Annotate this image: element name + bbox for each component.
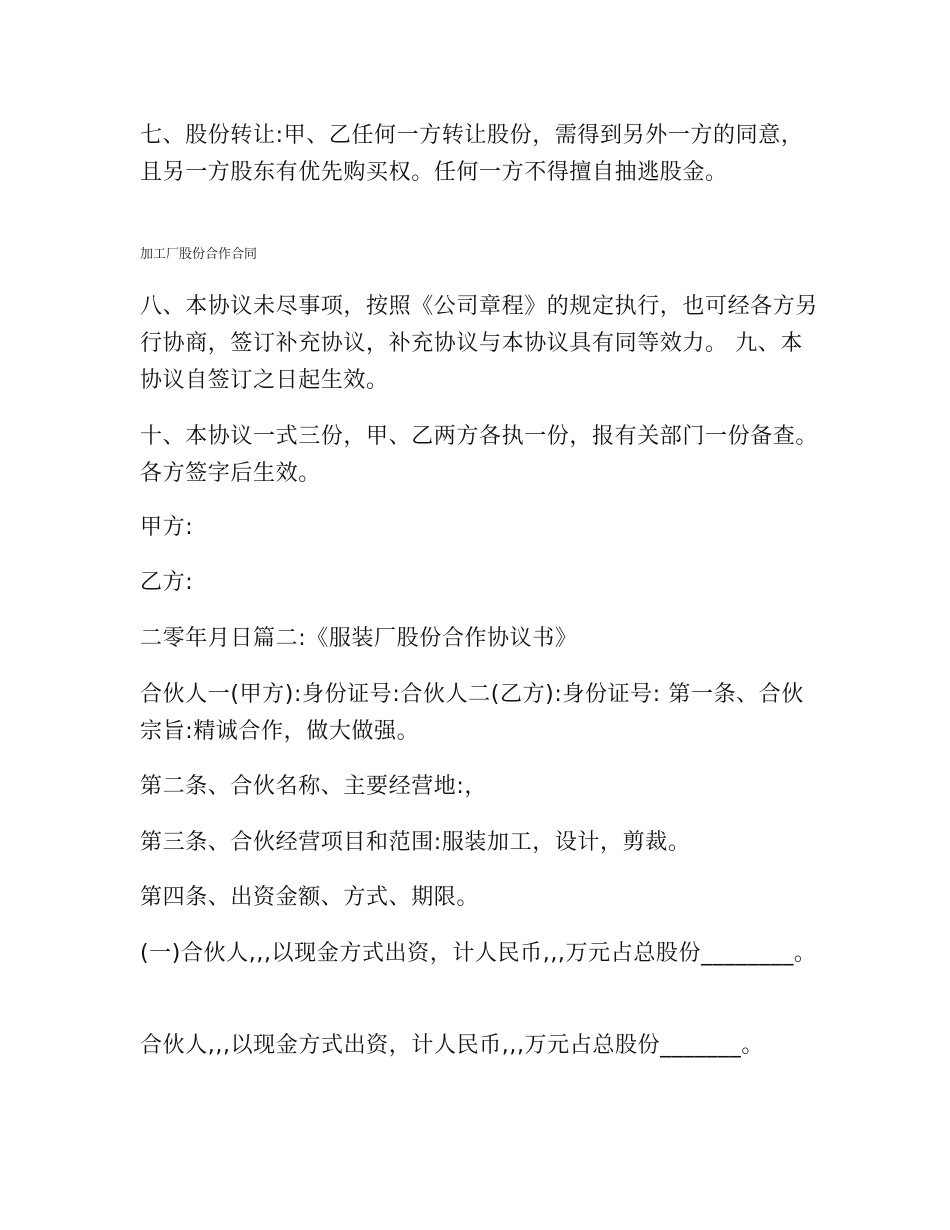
party-b-label: 乙方: — [140, 570, 194, 595]
article-3-scope: 第三条、合伙经营项目和范围:服装加工，设计，剪裁。 — [140, 830, 691, 855]
article-4-capital: 第四条、出资金额、方式、期限。 — [140, 885, 480, 910]
partners-and-article-1: 合伙人一(甲方):身份证号:合伙人二(乙方):身份证号: 第一条、合伙宗旨:精诚合作，做大做强。 — [140, 682, 804, 744]
date-and-second-title: 二零年月日篇二:《服装厂股份合作协议书》 — [140, 626, 578, 651]
section-8-9-supplementary: 八、本协议未尽事项，按照《公司章程》的规定执行，也可经各方另行协商，签订补充协议，补充协议与本协议具有同等效力。 九、本协议自签订之日起生效。 — [140, 294, 819, 393]
section-10-copies: 十、本协议一式三份，甲、乙两方各执一份，报有关部门一份备查。各方签字后生效。 — [140, 424, 819, 486]
capital-clause-1: (一)合伙人,,,以现金方式出资，计人民币,,,万元占总股份________。 — [140, 941, 817, 966]
party-a-label: 甲方: — [140, 515, 194, 540]
article-2-name-location: 第二条、合伙名称、主要经营地:， — [140, 774, 488, 799]
section-7-share-transfer: 七、股份转让:甲、乙任何一方转让股份，需得到另外一方的同意，且另一方股东有优先购买权。任何一方不得擅自抽逃股金。 — [140, 123, 804, 185]
capital-clause-2: 合伙人,,,以现金方式出资，计人民币,,,万元占总股份_______。 — [140, 1033, 764, 1058]
running-header: 加工厂股份合作合同 — [140, 247, 258, 262]
